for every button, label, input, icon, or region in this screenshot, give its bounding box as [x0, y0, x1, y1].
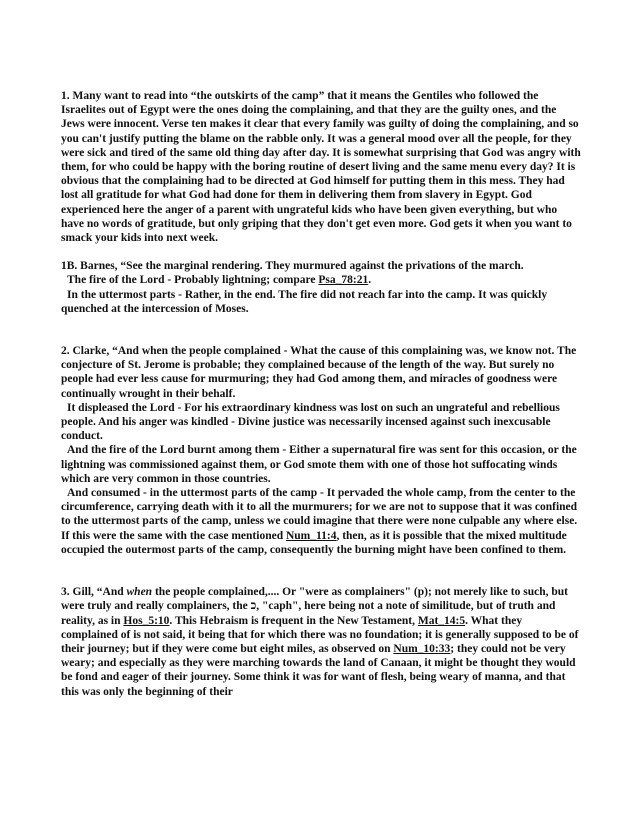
barnes-uttermost: In the uttermost parts - Rather, in the end. The fire did not reach far into the camp. It was quickly quenched at the intercession of Moses. [61, 288, 548, 315]
clarke-fire: And the fire of the Lord burnt among them - Either a supernatural fire was sent for this occasion, or the lightning was commissioned against them, or God smote them with one of those hot suffocating winds which are very common in those countries. [61, 444, 577, 485]
spacer [61, 245, 581, 259]
spacer [61, 557, 581, 585]
gill-text-c: . This Hebraism is frequent in the New Testament, [169, 614, 418, 627]
clarke-intro: 2. Clarke, “And when the people complained - What the cause of this complaining was, we know not. The conjecture of St. Jerome is probable; they complained because of the length of the way. But surely no people had ever less cause for murmuring; they had God among them, and miracles of goodness were continually wrought in their behalf. [61, 345, 577, 400]
spacer [61, 316, 581, 344]
clarke-consumed-end: , then, as it is possible that the mixed multitude occupied the outermost parts of the camp, consequently the burning might have been confined to them. [61, 529, 567, 556]
scripture-link-hos-5-10[interactable]: Hos_5:10 [123, 614, 170, 627]
clarke-displeased: It displeased the Lord - For his extraordinary kindness was lost on such an ungrateful and rebellious people. And his anger was kindled - Divine justice was necessarily incensed against such inexcusable conduct. [61, 401, 560, 443]
gill-paragraph [61, 585, 581, 699]
barnes-intro: 1B. Barnes, “See the marginal rendering. They murmured against the privations of the march. [61, 260, 524, 273]
gill-text-a: 3. Gill, “And [61, 586, 127, 599]
document-body [61, 89, 581, 699]
scripture-link-mat-14-5[interactable]: Mat_14:5 [417, 614, 466, 627]
scripture-link-psa-78-21[interactable]: Psa_78:21 [318, 274, 369, 287]
clarke-consumed [61, 486, 581, 557]
barnes-fire-text: The fire of the Lord - Probably lightning; compare [67, 274, 319, 287]
barnes-fire [61, 273, 581, 287]
barnes-fire-end: . [368, 274, 372, 287]
scripture-link-num-10-33[interactable]: Num_10:33 [393, 642, 451, 655]
clarke-consumed-text: And consumed - in the uttermost parts of the camp - It pervaded the whole camp, from the center to the circumference, carrying death with it to all the murmurers; for we are not to suppose that it was confined to the uttermost parts of the camp, unless we could imagine that there were none culpable any where else. If this were the same with the case mentioned [61, 487, 578, 542]
gill-text-d: . What they complained of is not said, it being that for which there was no foundation; it is generally supposed to be of their journey; but if they were come but eight miles, as observed on [61, 614, 579, 655]
gill-text-e: ; they could not be very weary; and especially as they were marching towards the land of Canaan, it might be thought they would be fond and eager of their journey. Some think it was for want of flesh, being weary of manna, and that this was only the beginning of their [61, 642, 576, 698]
gill-text-b: the people complained,.... Or "were as complainers" (p); not merely like to such, but were truly and really complainers, the כ, "caph", here being not a note of similitude, but of truth and reality, as in [61, 586, 568, 627]
scripture-link-num-11-4[interactable]: Num_11:4 [285, 529, 337, 542]
paragraph-1: 1. Many want to read into “the outskirts of the camp” that it means the Gentiles who followed the Israelites out of Egypt were the ones doing the complaining, and that they are the guilty ones, and the Jews were innocent. Verse ten makes it clear that every family was guilty of doing the complaining, and so you can't justify putting the blame on the rabble only. It was a general mood over all the people, for they were sick and tired of the same old thing day after day. It is somewhat surprising that God was angry with them, for who could be happy with the boring routine of desert living and the same menu every day? It is obvious that the complaining had to be directed at God himself for putting them in this mess. They had lost all gratitude for what God had done for them in delivering them from slavery in Egypt. God experienced here the anger of a parent with ungrateful kids who have been given everything, but who have no words of gratitude, but only griping that they don't get even more. God gets it when you want to smack your kids into next week. [61, 90, 581, 245]
gill-italic-when: when [126, 586, 153, 599]
